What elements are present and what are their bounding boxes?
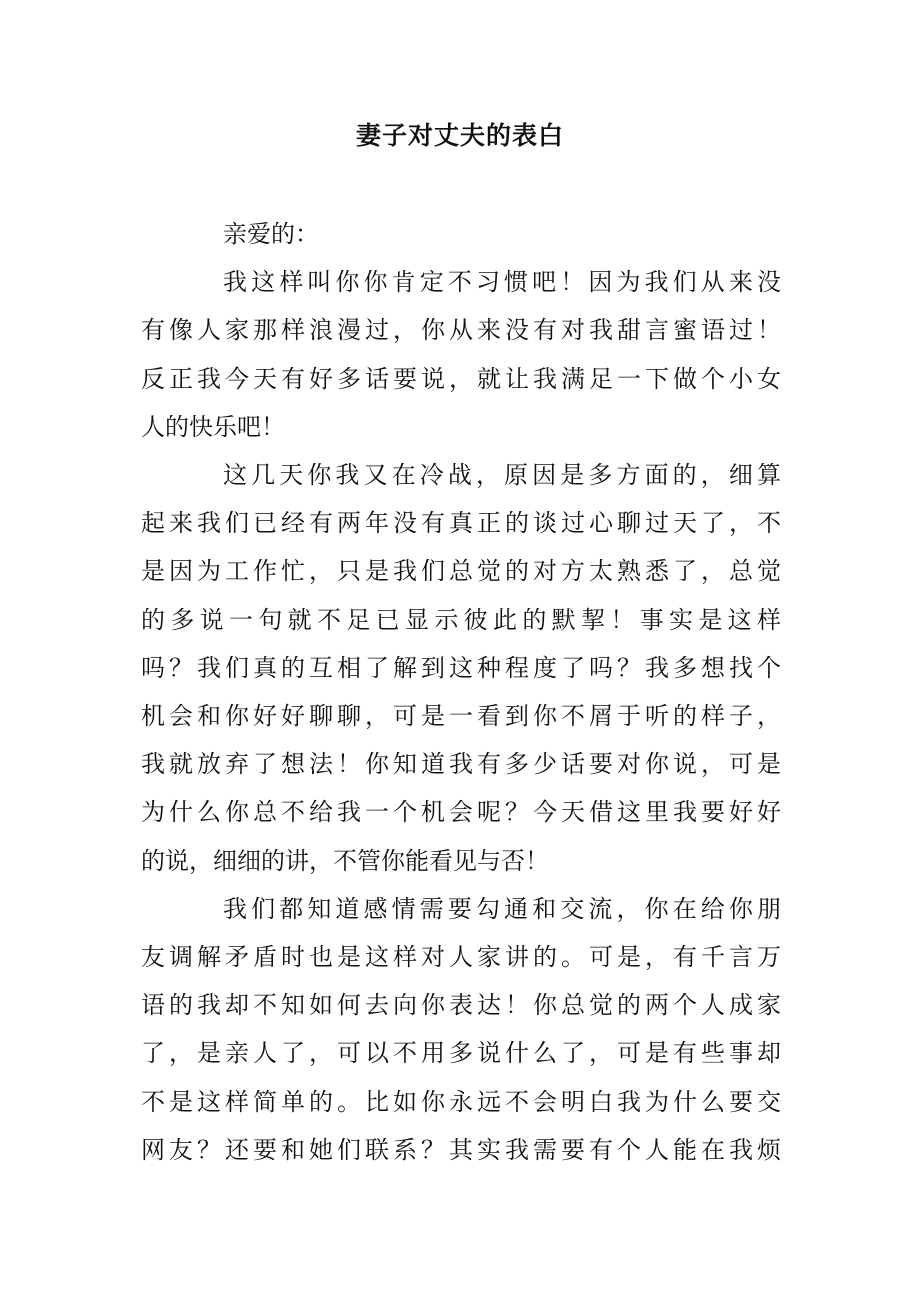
paragraph-3-line-1: 我们都知道感情需要勾通和交流，你在给你朋	[223, 894, 781, 923]
paragraph-3-line-2: 友调解矛盾时也是这样对人家讲的。可是，有千言万	[141, 943, 781, 972]
paragraph-2-line-3: 是因为工作忙，只是我们总觉的对方太熟悉了，总觉	[141, 557, 781, 586]
paragraph-2-line-9: 的说，细细的讲，不管你能看见与否！	[141, 846, 549, 875]
paragraph-2-line-5: 吗？我们真的互相了解到这种程度了吗？我多想找个	[141, 653, 781, 682]
paragraph-2-line-6: 机会和你好好聊聊，可是一看到你不屑于听的样子，	[141, 702, 781, 731]
salutation-line: 亲爱的：	[223, 220, 319, 248]
paragraph-3-line-3: 语的我却不知如何去向你表达！你总觉的两个人成家	[141, 991, 781, 1020]
paragraph-3-line-5: 不是这样简单的。比如你永远不会明白我为什么要交	[141, 1087, 781, 1116]
paragraph-1-line-1: 我这样叫你你肯定不习惯吧！因为我们从来没	[223, 268, 781, 297]
paragraph-3-line-4: 了，是亲人了，可以不用多说什么了，可是有些事却	[141, 1039, 781, 1068]
letter-body	[141, 210, 781, 1174]
paragraph-1-line-2: 有像人家那样浪漫过，你从来没有对我甜言蜜语过！	[141, 316, 781, 345]
paragraph-2-line-8: 为什么你总不给我一个机会呢？今天借这里我要好好	[141, 798, 781, 827]
paragraph-1-line-3: 反正我今天有好多话要说，就让我满足一下做个小女	[141, 364, 781, 393]
paragraph-2-line-4: 的多说一句就不足已显示彼此的默挈！事实是这样	[141, 605, 781, 634]
paragraph-2-line-1: 这几天你我又在冷战，原因是多方面的，细算	[223, 461, 781, 490]
document-title: 妻子对丈夫的表白	[355, 121, 564, 150]
paragraph-2-line-7: 我就放弃了想法！你知道我有多少话要对你说，可是	[141, 750, 781, 779]
paragraph-1-line-4: 人的快乐吧！	[141, 412, 285, 441]
paragraph-2-line-2: 起来我们已经有两年没有真正的谈过心聊过天了，不	[141, 509, 781, 538]
paragraph-3-line-6: 网友？还要和她们联系？其实我需要有个人能在我烦	[141, 1135, 781, 1164]
